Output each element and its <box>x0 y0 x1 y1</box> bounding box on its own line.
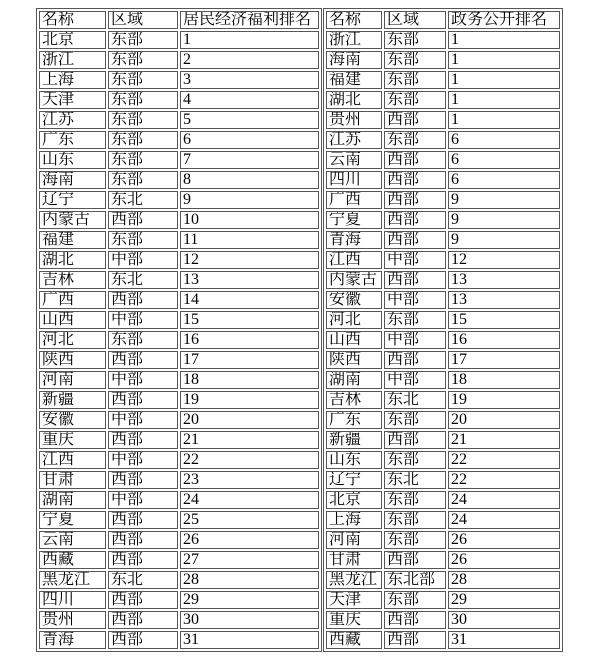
province-cell: 宁夏 <box>326 211 382 229</box>
province-cell: 青海 <box>39 631 106 649</box>
region-cell: 东北 <box>384 391 446 409</box>
region-cell: 中部 <box>384 371 446 389</box>
province-cell: 重庆 <box>39 431 106 449</box>
rank-cell: 12 <box>448 251 560 269</box>
table-row <box>326 31 560 49</box>
table-row <box>326 351 560 369</box>
province-cell: 青海 <box>326 231 382 249</box>
table-row <box>326 231 560 249</box>
rank-cell: 4 <box>180 91 319 109</box>
province-cell: 广西 <box>39 291 106 309</box>
region-cell: 西部 <box>108 611 178 629</box>
province-cell: 陕西 <box>39 351 106 369</box>
table-row <box>326 171 560 189</box>
region-cell: 西部 <box>384 431 446 449</box>
province-cell: 浙江 <box>39 51 106 69</box>
header-row <box>39 11 319 29</box>
rank-cell: 22 <box>448 471 560 489</box>
region-cell: 西部 <box>108 351 178 369</box>
table-row <box>39 271 319 289</box>
table-row <box>39 91 319 109</box>
province-cell: 上海 <box>326 511 382 529</box>
column-header: 政务公开排名 <box>448 11 560 29</box>
table-row <box>39 371 319 389</box>
province-cell: 宁夏 <box>39 511 106 529</box>
region-cell: 中部 <box>108 411 178 429</box>
province-cell: 新疆 <box>39 391 106 409</box>
table-row <box>326 111 560 129</box>
province-cell: 广西 <box>326 191 382 209</box>
table-row <box>39 231 319 249</box>
table-row <box>326 511 560 529</box>
table-row <box>39 451 319 469</box>
welfare-ranking-table <box>36 8 322 652</box>
table-row <box>326 151 560 169</box>
column-header: 居民经济福利排名 <box>180 11 319 29</box>
province-cell: 湖南 <box>326 371 382 389</box>
table-row <box>39 471 319 489</box>
rank-cell: 1 <box>448 71 560 89</box>
column-header: 区域 <box>384 11 446 29</box>
region-cell: 东部 <box>384 51 446 69</box>
region-cell: 东部 <box>108 231 178 249</box>
province-cell: 甘肃 <box>39 471 106 489</box>
rank-cell: 26 <box>448 551 560 569</box>
region-cell: 西部 <box>384 551 446 569</box>
region-cell: 西部 <box>108 511 178 529</box>
rank-cell: 24 <box>180 491 319 509</box>
column-header: 区域 <box>108 11 178 29</box>
rank-cell: 27 <box>180 551 319 569</box>
province-cell: 云南 <box>39 531 106 549</box>
province-cell: 天津 <box>39 91 106 109</box>
rank-cell: 6 <box>448 131 560 149</box>
province-cell: 江苏 <box>39 111 106 129</box>
table-row <box>326 331 560 349</box>
region-cell: 东部 <box>384 451 446 469</box>
table-row <box>39 551 319 569</box>
table-row <box>39 611 319 629</box>
rank-cell: 26 <box>180 531 319 549</box>
rank-cell: 9 <box>448 191 560 209</box>
table-row <box>326 471 560 489</box>
region-cell: 西部 <box>384 191 446 209</box>
column-header: 名称 <box>326 11 382 29</box>
rank-cell: 16 <box>180 331 319 349</box>
table-row <box>326 371 560 389</box>
province-cell: 湖南 <box>39 491 106 509</box>
rank-cell: 20 <box>180 411 319 429</box>
province-cell: 甘肃 <box>326 551 382 569</box>
rank-cell: 18 <box>180 371 319 389</box>
table-row <box>326 211 560 229</box>
table-row <box>326 411 560 429</box>
province-cell: 海南 <box>39 171 106 189</box>
province-cell: 贵州 <box>39 611 106 629</box>
province-cell: 内蒙古 <box>326 271 382 289</box>
region-cell: 中部 <box>384 251 446 269</box>
province-cell: 山西 <box>39 311 106 329</box>
region-cell: 西部 <box>108 291 178 309</box>
region-cell: 中部 <box>108 311 178 329</box>
region-cell: 西部 <box>108 211 178 229</box>
province-cell: 西藏 <box>39 551 106 569</box>
region-cell: 东北部 <box>384 571 446 589</box>
table-row <box>39 211 319 229</box>
rank-cell: 11 <box>180 231 319 249</box>
rank-cell: 17 <box>180 351 319 369</box>
rank-cell: 28 <box>180 571 319 589</box>
rank-cell: 22 <box>448 451 560 469</box>
header-row <box>326 11 560 29</box>
rank-cell: 9 <box>448 211 560 229</box>
province-cell: 山西 <box>326 331 382 349</box>
rank-cell: 19 <box>180 391 319 409</box>
province-cell: 河北 <box>39 331 106 349</box>
province-cell: 陕西 <box>326 351 382 369</box>
rank-cell: 15 <box>448 311 560 329</box>
rank-cell: 12 <box>180 251 319 269</box>
rank-cell: 16 <box>448 331 560 349</box>
table-row <box>326 431 560 449</box>
table-row <box>326 551 560 569</box>
region-cell: 东部 <box>384 131 446 149</box>
rank-cell: 19 <box>448 391 560 409</box>
rank-cell: 29 <box>448 591 560 609</box>
region-cell: 东北 <box>108 571 178 589</box>
table-row <box>326 271 560 289</box>
province-cell: 黑龙江 <box>326 571 382 589</box>
province-cell: 湖北 <box>326 91 382 109</box>
province-cell: 辽宁 <box>326 471 382 489</box>
rank-cell: 13 <box>448 271 560 289</box>
region-cell: 东部 <box>108 31 178 49</box>
province-cell: 北京 <box>39 31 106 49</box>
table-row <box>39 291 319 309</box>
region-cell: 西部 <box>384 111 446 129</box>
province-cell: 西藏 <box>326 631 382 649</box>
region-cell: 东部 <box>108 131 178 149</box>
table-row <box>39 591 319 609</box>
table-row <box>39 131 319 149</box>
province-cell: 浙江 <box>326 31 382 49</box>
region-cell: 东部 <box>384 531 446 549</box>
table-row <box>39 171 319 189</box>
region-cell: 西部 <box>108 631 178 649</box>
region-cell: 东部 <box>384 31 446 49</box>
table-row <box>326 391 560 409</box>
province-cell: 辽宁 <box>39 191 106 209</box>
table-row <box>39 331 319 349</box>
rank-cell: 26 <box>448 531 560 549</box>
province-cell: 重庆 <box>326 611 382 629</box>
table-row <box>326 251 560 269</box>
rank-cell: 6 <box>448 151 560 169</box>
region-cell: 中部 <box>108 371 178 389</box>
table-row <box>326 291 560 309</box>
province-cell: 天津 <box>326 591 382 609</box>
rank-cell: 13 <box>448 291 560 309</box>
rank-cell: 25 <box>180 511 319 529</box>
table-row <box>326 491 560 509</box>
region-cell: 西部 <box>108 391 178 409</box>
rank-cell: 17 <box>448 351 560 369</box>
region-cell: 东部 <box>108 51 178 69</box>
region-cell: 西部 <box>108 551 178 569</box>
table-row <box>39 31 319 49</box>
province-cell: 海南 <box>326 51 382 69</box>
province-cell: 河北 <box>326 311 382 329</box>
rank-cell: 30 <box>180 611 319 629</box>
gov-transparency-ranking-table <box>323 8 563 652</box>
province-cell: 安徽 <box>39 411 106 429</box>
rank-cell: 14 <box>180 291 319 309</box>
province-cell: 安徽 <box>326 291 382 309</box>
province-cell: 福建 <box>39 231 106 249</box>
region-cell: 中部 <box>108 251 178 269</box>
region-cell: 西部 <box>384 351 446 369</box>
rank-cell: 23 <box>180 471 319 489</box>
table-row <box>326 71 560 89</box>
province-cell: 云南 <box>326 151 382 169</box>
table-row <box>39 191 319 209</box>
province-cell: 河南 <box>326 531 382 549</box>
province-cell: 黑龙江 <box>39 571 106 589</box>
province-cell: 广东 <box>39 131 106 149</box>
region-cell: 东部 <box>108 111 178 129</box>
province-cell: 新疆 <box>326 431 382 449</box>
table-row <box>39 631 319 649</box>
region-cell: 东部 <box>384 411 446 429</box>
region-cell: 东部 <box>384 511 446 529</box>
rank-cell: 28 <box>448 571 560 589</box>
table-row <box>326 571 560 589</box>
province-cell: 江苏 <box>326 131 382 149</box>
rank-cell: 20 <box>448 411 560 429</box>
rank-cell: 24 <box>448 491 560 509</box>
province-cell: 湖北 <box>39 251 106 269</box>
rank-cell: 9 <box>180 191 319 209</box>
table-row <box>39 491 319 509</box>
rank-cell: 18 <box>448 371 560 389</box>
province-cell: 江西 <box>326 251 382 269</box>
region-cell: 西部 <box>384 151 446 169</box>
region-cell: 西部 <box>384 631 446 649</box>
region-cell: 东北 <box>108 191 178 209</box>
province-cell: 福建 <box>326 71 382 89</box>
tables-container <box>36 8 563 652</box>
region-cell: 西部 <box>108 531 178 549</box>
region-cell: 西部 <box>384 231 446 249</box>
region-cell: 中部 <box>384 331 446 349</box>
rank-cell: 2 <box>180 51 319 69</box>
rank-cell: 31 <box>448 631 560 649</box>
region-cell: 东部 <box>384 491 446 509</box>
province-cell: 北京 <box>326 491 382 509</box>
region-cell: 东北 <box>108 271 178 289</box>
table-row <box>39 71 319 89</box>
rank-cell: 3 <box>180 71 319 89</box>
table-row <box>39 351 319 369</box>
rank-cell: 24 <box>448 511 560 529</box>
rank-cell: 31 <box>180 631 319 649</box>
region-cell: 西部 <box>108 471 178 489</box>
rank-cell: 6 <box>180 131 319 149</box>
table-row <box>326 191 560 209</box>
province-cell: 山东 <box>326 451 382 469</box>
region-cell: 东部 <box>384 591 446 609</box>
table-row <box>326 591 560 609</box>
region-cell: 东部 <box>384 311 446 329</box>
province-cell: 上海 <box>39 71 106 89</box>
rank-cell: 5 <box>180 111 319 129</box>
region-cell: 中部 <box>108 451 178 469</box>
rank-cell: 21 <box>180 431 319 449</box>
table-row <box>326 311 560 329</box>
table-row <box>326 611 560 629</box>
table-row <box>39 391 319 409</box>
province-cell: 四川 <box>326 171 382 189</box>
table-row <box>39 511 319 529</box>
table-row <box>39 251 319 269</box>
region-cell: 西部 <box>108 591 178 609</box>
region-cell: 中部 <box>108 491 178 509</box>
table-row <box>326 91 560 109</box>
table-row <box>326 51 560 69</box>
region-cell: 西部 <box>384 611 446 629</box>
province-cell: 四川 <box>39 591 106 609</box>
province-cell: 河南 <box>39 371 106 389</box>
rank-cell: 22 <box>180 451 319 469</box>
rank-cell: 1 <box>448 91 560 109</box>
table-row <box>39 151 319 169</box>
table-row <box>326 531 560 549</box>
rank-cell: 29 <box>180 591 319 609</box>
rank-cell: 7 <box>180 151 319 169</box>
table-row <box>39 111 319 129</box>
province-cell: 吉林 <box>39 271 106 289</box>
province-cell: 广东 <box>326 411 382 429</box>
region-cell: 西部 <box>384 271 446 289</box>
region-cell: 东部 <box>108 71 178 89</box>
region-cell: 东部 <box>108 331 178 349</box>
column-header: 名称 <box>39 11 106 29</box>
rank-cell: 21 <box>448 431 560 449</box>
region-cell: 东部 <box>108 171 178 189</box>
rank-cell: 13 <box>180 271 319 289</box>
province-cell: 贵州 <box>326 111 382 129</box>
province-cell: 吉林 <box>326 391 382 409</box>
rank-cell: 1 <box>448 51 560 69</box>
rank-cell: 1 <box>180 31 319 49</box>
province-cell: 江西 <box>39 451 106 469</box>
region-cell: 东北 <box>384 471 446 489</box>
province-cell: 山东 <box>39 151 106 169</box>
rank-cell: 1 <box>448 31 560 49</box>
table-row <box>326 131 560 149</box>
region-cell: 东部 <box>108 151 178 169</box>
region-cell: 东部 <box>384 71 446 89</box>
region-cell: 西部 <box>108 431 178 449</box>
table-row <box>39 431 319 449</box>
region-cell: 中部 <box>384 291 446 309</box>
table-row <box>39 311 319 329</box>
region-cell: 东部 <box>384 91 446 109</box>
table-row <box>39 411 319 429</box>
rank-cell: 6 <box>448 171 560 189</box>
table-row <box>39 51 319 69</box>
rank-cell: 9 <box>448 231 560 249</box>
region-cell: 西部 <box>384 211 446 229</box>
table-row <box>326 631 560 649</box>
table-row <box>326 451 560 469</box>
province-cell: 内蒙古 <box>39 211 106 229</box>
rank-cell: 10 <box>180 211 319 229</box>
region-cell: 东部 <box>108 91 178 109</box>
rank-cell: 30 <box>448 611 560 629</box>
region-cell: 西部 <box>384 171 446 189</box>
table-row <box>39 531 319 549</box>
rank-cell: 1 <box>448 111 560 129</box>
rank-cell: 15 <box>180 311 319 329</box>
table-row <box>39 571 319 589</box>
rank-cell: 8 <box>180 171 319 189</box>
